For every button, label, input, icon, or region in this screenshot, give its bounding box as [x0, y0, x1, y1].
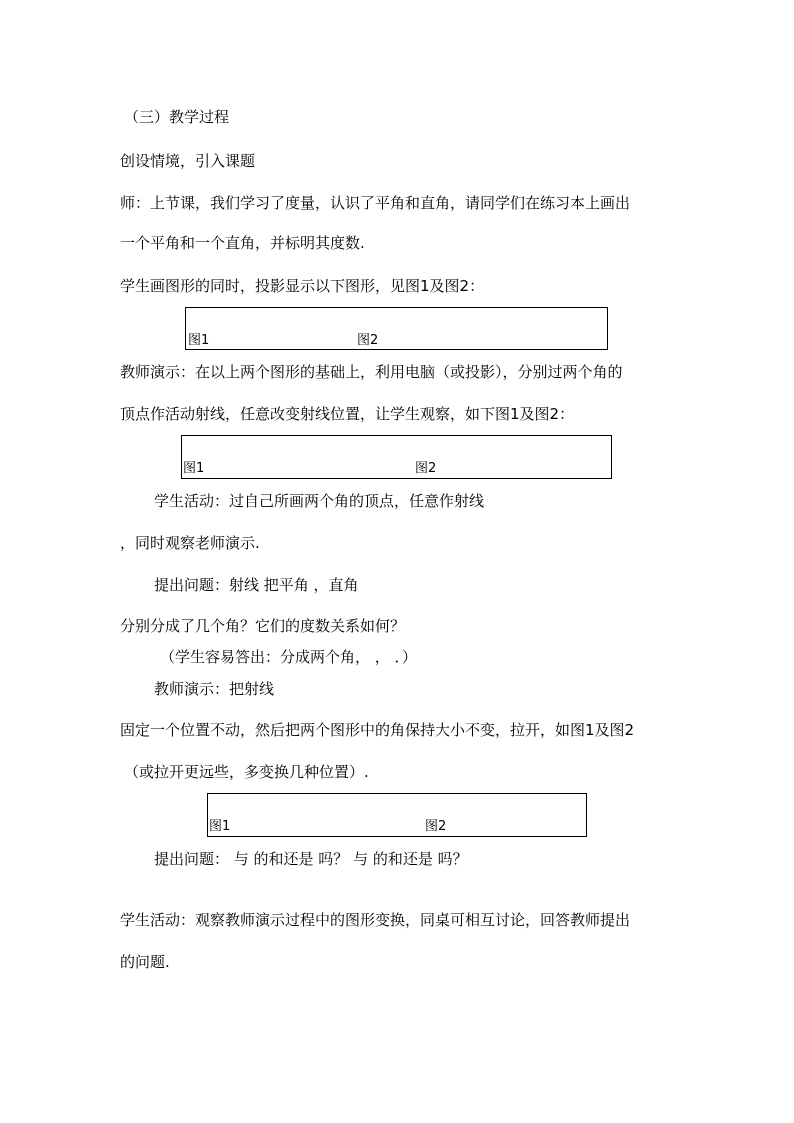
paragraph-line: 学生活动：观察教师演示过程中的图形变换，同桌可相互讨论，回答教师提出: [120, 911, 631, 929]
paragraph-line: 固定一个位置不动，然后把两个图形中的角保持大小不变，拉开，如图1及图2: [120, 721, 635, 739]
figure-box: [207, 793, 587, 837]
sub-heading: 创设情境，引入课题: [120, 152, 256, 170]
paragraph-line: 学生画图形的同时，投影显示以下图形，见图1及图2：: [120, 277, 485, 295]
section-title: （三）教学过程: [124, 108, 230, 126]
figure-box: [181, 435, 612, 479]
paragraph-line: 的问题.: [120, 953, 170, 971]
figure-label: 图2: [425, 819, 447, 834]
paragraph-line: 分别分成了几个角？它们的度数关系如何？: [120, 617, 406, 635]
figure-label: 图1: [183, 461, 205, 476]
paragraph-line: 顶点作活动射线，任意改变射线位置，让学生观察，如下图1及图2：: [120, 405, 575, 423]
figure-label: 图1: [188, 333, 210, 348]
paragraph-line: （或拉开更远些，多变换几种位置）.: [124, 763, 369, 781]
paragraph-line: 一个平角和一个直角，并标明其度数.: [120, 234, 365, 252]
paragraph-line: （学生容易答出：分成两个角， ， ．）: [160, 648, 418, 666]
paragraph-line: 提出问题：射线 把平角 ，直角: [154, 576, 359, 594]
figure-label: 图2: [415, 461, 437, 476]
figure-label: 图1: [209, 819, 231, 834]
figure-box: [185, 307, 608, 350]
paragraph-line: 提出问题： 与 的和还是 吗？ 与 的和还是 吗？: [154, 850, 468, 868]
paragraph-line: 教师演示：把射线: [154, 680, 275, 698]
paragraph-line: 教师演示：在以上两个图形的基础上，利用电脑（或投影），分别过两个角的: [120, 363, 623, 381]
paragraph-line: ，同时观察老师演示.: [120, 534, 260, 552]
paragraph-line: 师：上节课，我们学习了度量，认识了平角和直角，请同学们在练习本上画出: [120, 194, 631, 212]
paragraph-line: 学生活动：过自己所画两个角的顶点，任意作射线: [154, 492, 485, 510]
figure-label: 图2: [357, 333, 379, 348]
